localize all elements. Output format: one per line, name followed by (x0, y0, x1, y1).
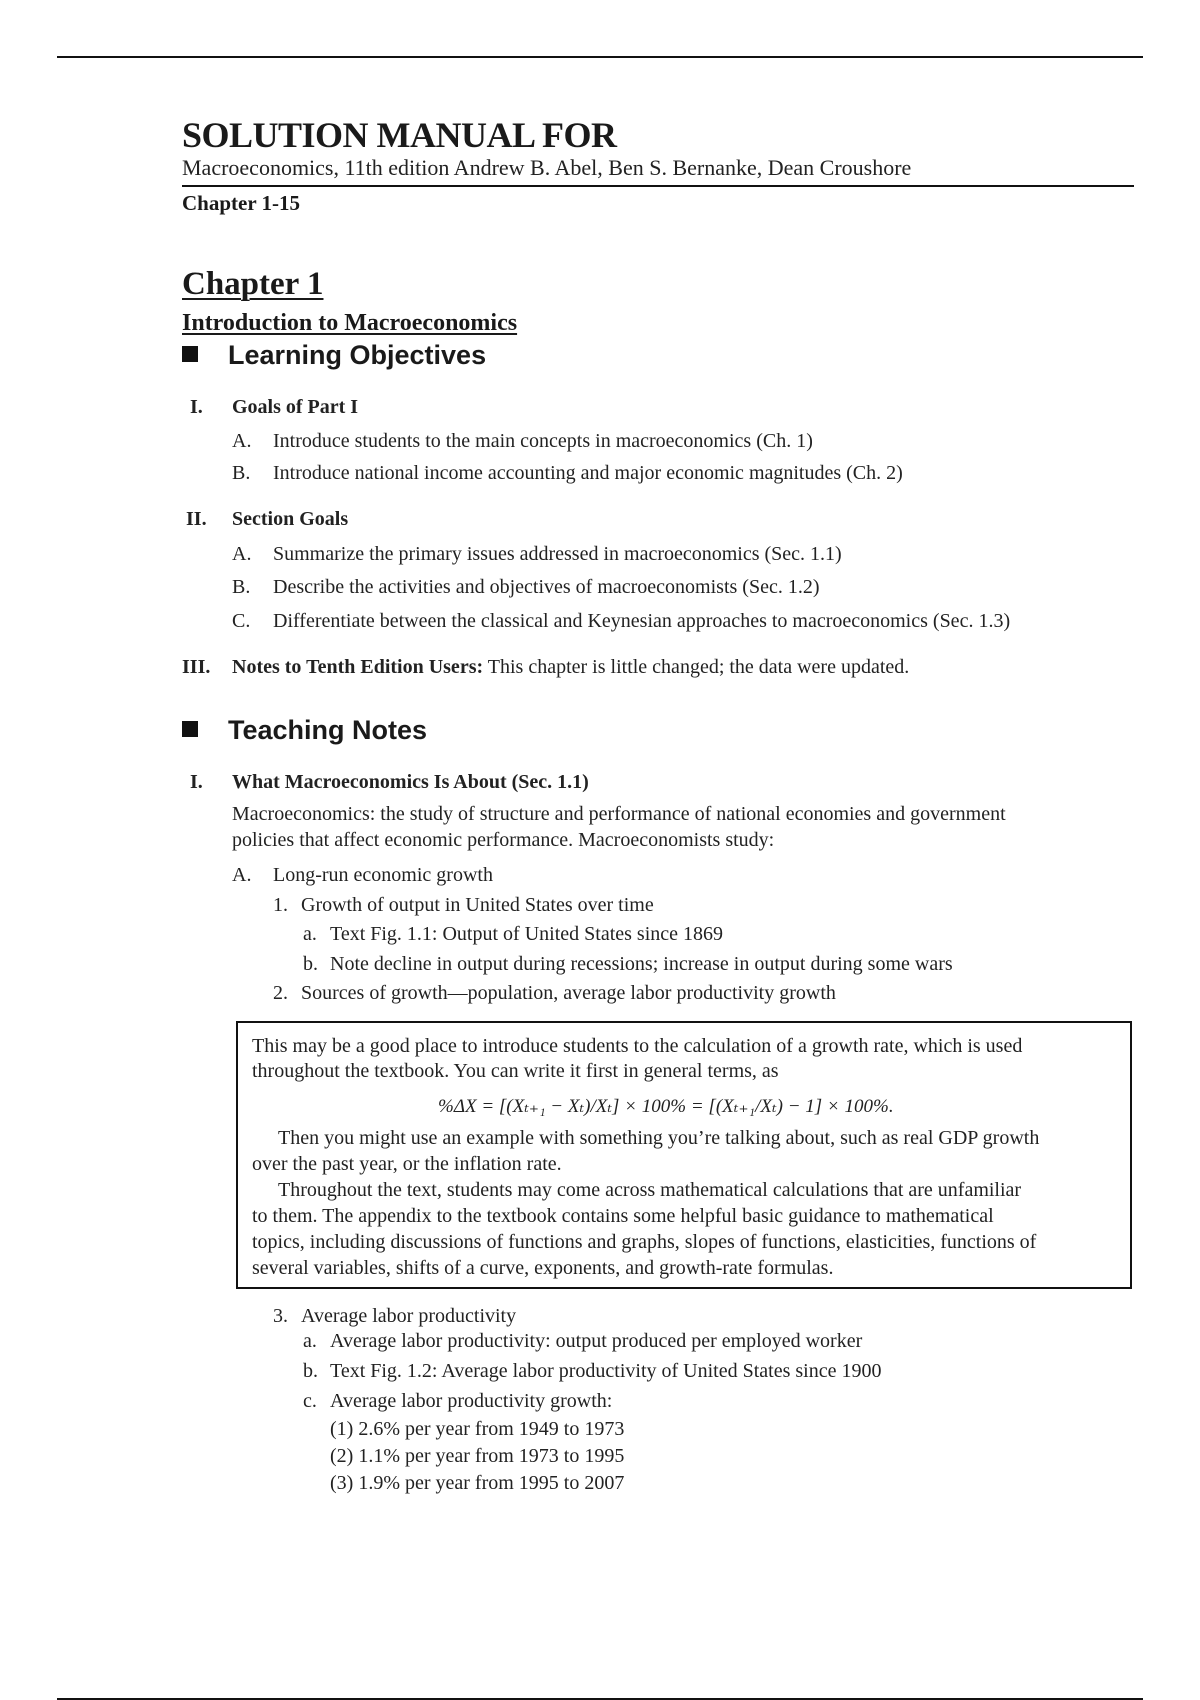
notes-text: This chapter is little changed; the data were updated. (483, 656, 910, 678)
goal-item: Introduce national income accounting and major economic magnitudes (Ch. 2) (273, 462, 903, 484)
section-goal-item: Summarize the primary issues addressed in macroeconomics (Sec. 1.1) (273, 543, 842, 565)
tn-intro-line: policies that affect economic performance. Macroeconomists study: (232, 829, 775, 851)
growth-rate-item: (2) 1.1% per year from 1973 to 1995 (330, 1445, 625, 1467)
tn-section-num: I. (190, 771, 203, 793)
tn-1a-text: Text Fig. 1.1: Output of United States since 1869 (330, 923, 724, 945)
square-bullet-icon (182, 721, 198, 737)
tn-a-letter: A. (232, 864, 252, 886)
notes-line (232, 656, 909, 679)
section-goal-letter: C. (232, 610, 251, 632)
learning-objectives-heading (182, 340, 486, 371)
tn-3a-letter: a. (303, 1330, 317, 1352)
tn-1-num: 1. (273, 894, 288, 916)
top-rule (57, 56, 1143, 58)
box-line: Throughout the text, students may come across mathematical calculations that are unfamiliar (278, 1179, 1022, 1201)
section-goal-item: Differentiate between the classical and Keynesian approaches to macroeconomics (Sec. 1.3) (273, 610, 1011, 632)
tn-intro-line: Macroeconomics: the study of structure and performance of national economies and government (232, 803, 1006, 825)
notes-num: III. (182, 656, 211, 678)
book-subtitle: Macroeconomics, 11th edition Andrew B. Abel, Ben S. Bernanke, Dean Croushore (182, 155, 912, 180)
growth-rate-item: (3) 1.9% per year from 1995 to 2007 (330, 1472, 625, 1494)
chapter-title: Chapter 1 (182, 266, 324, 302)
section-goal-letter: B. (232, 576, 251, 598)
section-goals-num: II. (186, 508, 207, 530)
tn-3c-letter: c. (303, 1390, 317, 1412)
box-line: topics, including discussions of functions and graphs, slopes of functions, elasticities, functions of (252, 1231, 1037, 1253)
box-line: to them. The appendix to the textbook contains some helpful basic guidance to mathematical (252, 1205, 994, 1227)
goal-item: Introduce students to the main concepts in macroeconomics (Ch. 1) (273, 430, 813, 452)
tn-3b-text: Text Fig. 1.2: Average labor productivity of United States since 1900 (330, 1360, 882, 1382)
learning-objectives-label: Learning Objectives (228, 340, 487, 370)
tn-3b-letter: b. (303, 1360, 318, 1382)
teaching-notes-label: Teaching Notes (228, 715, 428, 745)
chapter-range: Chapter 1-15 (182, 191, 301, 215)
box-line: over the past year, or the inflation rate. (252, 1153, 562, 1175)
goal-letter: B. (232, 462, 251, 484)
box-line: throughout the textbook. You can write it first in general terms, as (252, 1060, 779, 1082)
tn-2-num: 2. (273, 982, 288, 1004)
header-rule (182, 185, 1134, 187)
chapter-subtitle: Introduction to Macroeconomics (182, 310, 518, 336)
box-line: Then you might use an example with something you’re talking about, such as real GDP growth (278, 1127, 1040, 1149)
tn-3-num: 3. (273, 1305, 288, 1327)
tn-a-text: Long-run economic growth (273, 864, 493, 886)
tn-3c-text: Average labor productivity growth: (330, 1390, 613, 1412)
box-line: several variables, shifts of a curve, exponents, and growth-rate formulas. (252, 1257, 834, 1279)
notes-label: Notes to Tenth Edition Users: (232, 656, 484, 678)
section-goal-item: Describe the activities and objectives of macroeconomists (Sec. 1.2) (273, 576, 820, 598)
tn-1b-letter: b. (303, 953, 318, 975)
tn-section-title: What Macroeconomics Is About (Sec. 1.1) (232, 771, 589, 793)
growth-rate-note-box (236, 1021, 1132, 1289)
tn-3a-text: Average labor productivity: output produced per employed worker (330, 1330, 863, 1352)
tn-1-text: Growth of output in United States over time (301, 894, 654, 916)
goals-title: Goals of Part I (232, 396, 359, 418)
tn-2-text: Sources of growth—population, average labor productivity growth (301, 982, 836, 1004)
tn-1b-text: Note decline in output during recessions; increase in output during some wars (330, 953, 953, 975)
section-goal-letter: A. (232, 543, 252, 565)
manual-title: SOLUTION MANUAL FOR (182, 115, 617, 155)
growth-rate-formula: %ΔX = [(Xₜ₊₁ − Xₜ)/Xₜ] × 100% = [(Xₜ₊₁/Xₜ) − 1] × 100%. (438, 1096, 894, 1117)
box-line: This may be a good place to introduce students to the calculation of a growth rate, which is used (252, 1035, 1023, 1057)
section-goals-title: Section Goals (232, 508, 349, 530)
tn-1a-letter: a. (303, 923, 317, 945)
growth-rate-item: (1) 2.6% per year from 1949 to 1973 (330, 1418, 625, 1440)
tn-3-text: Average labor productivity (301, 1305, 517, 1327)
teaching-notes-heading (182, 715, 427, 746)
goals-num: I. (190, 396, 203, 418)
goal-letter: A. (232, 430, 252, 452)
square-bullet-icon (182, 346, 198, 362)
